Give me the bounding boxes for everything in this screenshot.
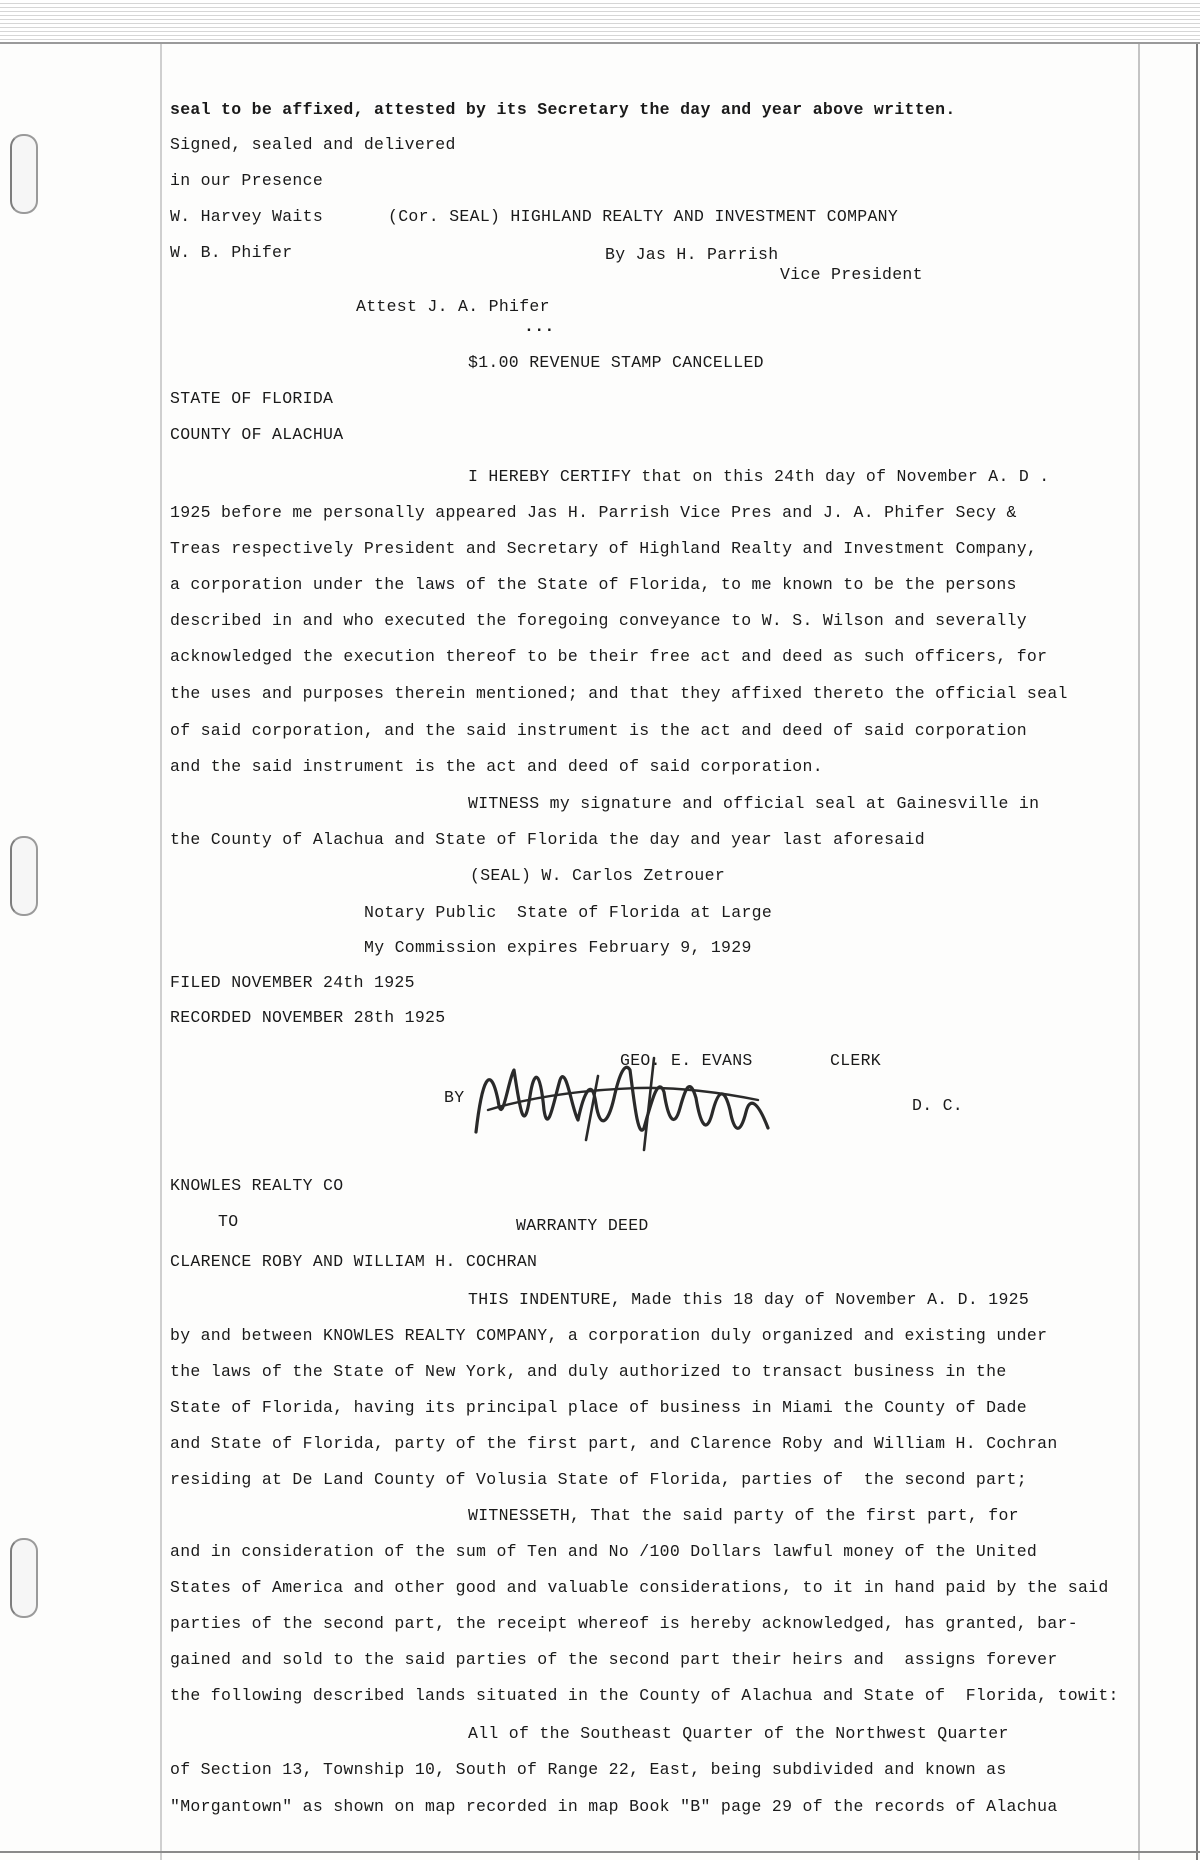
binder-ring-icon xyxy=(10,1538,38,1618)
deed2-line: by and between KNOWLES REALTY COMPANY, a corporation duly organized and existing under xyxy=(170,1326,1048,1345)
ack-line: WITNESS my signature and official seal at Gainesville in xyxy=(468,794,1040,813)
to-label: TO xyxy=(218,1212,239,1231)
clerk-title: CLERK xyxy=(830,1051,882,1070)
notary-seal-line: (SEAL) W. Carlos Zetrouer xyxy=(470,866,726,885)
deed1-line: in our Presence xyxy=(170,171,324,190)
ack-line: acknowledged the execution thereof to be their free act and deed as such officers, for xyxy=(170,647,1048,666)
ack-line: 1925 before me personally appeared Jas H. Parrish Vice Pres and J. A. Phifer Secy & xyxy=(170,503,1017,522)
deed2-line: of Section 13, Township 10, South of Range 22, East, being subdivided and known as xyxy=(170,1760,1007,1779)
separator-dots: ... xyxy=(524,317,555,336)
document-type: WARRANTY DEED xyxy=(516,1216,649,1235)
deed2-line: State of Florida, having its principal place of business in Miami the County of Dade xyxy=(170,1398,1027,1417)
notary-commission: My Commission expires February 9, 1929 xyxy=(364,938,752,957)
right-margin-rule xyxy=(1138,44,1140,1860)
deed2-line: THIS INDENTURE, Made this 18 day of November A. D. 1925 xyxy=(468,1290,1030,1309)
deed2-line: gained and sold to the said parties of the second part their heirs and assigns forever xyxy=(170,1650,1058,1669)
venue-county: COUNTY OF ALACHUA xyxy=(170,425,344,444)
deed1-line: seal to be affixed, attested by its Secretary the day and year above written. xyxy=(170,100,956,119)
deed2-line: States of America and other good and valuable considerations, to it in hand paid by the said xyxy=(170,1578,1109,1597)
ack-line: the uses and purposes therein mentioned; and that they affixed thereto the official seal xyxy=(170,684,1068,703)
clerk-name: GEO. E. EVANS xyxy=(620,1051,753,1070)
ack-line: and the said instrument is the act and deed of said corporation. xyxy=(170,757,823,776)
ack-line: of said corporation, and the said instrument is the act and deed of said corporation xyxy=(170,721,1027,740)
deputy-clerk-label: D. C. xyxy=(912,1096,964,1115)
attest-line: Attest J. A. Phifer xyxy=(356,297,550,316)
witness-name: W. B. Phifer xyxy=(170,243,293,262)
left-margin-rule xyxy=(160,44,162,1860)
deed2-line: and State of Florida, party of the first part, and Clarence Roby and William H. Cochran xyxy=(170,1434,1058,1453)
deed2-line: "Morgantown" as shown on map recorded in map Book "B" page 29 of the records of Alachua xyxy=(170,1797,1058,1816)
deed2-line: All of the Southeast Quarter of the Northwest Quarter xyxy=(468,1724,1009,1743)
notary-title: Notary Public State of Florida at Large xyxy=(364,903,773,922)
ack-line: the County of Alachua and State of Florida the day and year last aforesaid xyxy=(170,830,925,849)
deed2-line: residing at De Land County of Volusia State of Florida, parties of the second part; xyxy=(170,1470,1027,1489)
recorded-date: RECORDED NOVEMBER 28th 1925 xyxy=(170,1008,446,1027)
binder-ring-icon xyxy=(10,134,38,214)
venue-state: STATE OF FLORIDA xyxy=(170,389,334,408)
deed1-line: Signed, sealed and delivered xyxy=(170,135,456,154)
deed2-line: and in consideration of the sum of Ten and No /100 Dollars lawful money of the United xyxy=(170,1542,1038,1561)
page-right-edge xyxy=(1196,44,1198,1860)
corporate-seal-line: (Cor. SEAL) HIGHLAND REALTY AND INVESTMENT COMPANY xyxy=(388,207,899,226)
binder-ring-icon xyxy=(10,836,38,916)
filed-date: FILED NOVEMBER 24th 1925 xyxy=(170,973,415,992)
scan-top-edge xyxy=(0,0,1200,44)
deed2-line: WITNESSETH, That the said party of the first part, for xyxy=(468,1506,1019,1525)
ack-line: Treas respectively President and Secretary of Highland Realty and Investment Company, xyxy=(170,539,1038,558)
deed2-line: the following described lands situated in the County of Alachua and State of Florida, towit: xyxy=(170,1686,1119,1705)
signatory-title: Vice President xyxy=(780,265,923,284)
grantor-name: KNOWLES REALTY CO xyxy=(170,1176,344,1195)
ack-line: a corporation under the laws of the State of Florida, to me known to be the persons xyxy=(170,575,1017,594)
ack-line: I HEREBY CERTIFY that on this 24th day of November A. D . xyxy=(468,467,1050,486)
deed2-line: the laws of the State of New York, and duly authorized to transact business in the xyxy=(170,1362,1007,1381)
signatory-line: By Jas H. Parrish xyxy=(605,245,779,264)
page-bottom-edge xyxy=(0,1851,1200,1853)
by-label: BY xyxy=(444,1088,465,1107)
clerk-signature-icon xyxy=(468,1040,778,1158)
grantee-names: CLARENCE ROBY AND WILLIAM H. COCHRAN xyxy=(170,1252,538,1271)
deed2-line: parties of the second part, the receipt whereof is hereby acknowledged, has granted, bar- xyxy=(170,1614,1078,1633)
witness-name: W. Harvey Waits xyxy=(170,207,324,226)
ack-line: described in and who executed the foregoing conveyance to W. S. Wilson and severally xyxy=(170,611,1027,630)
revenue-stamp-line: $1.00 REVENUE STAMP CANCELLED xyxy=(468,353,764,372)
